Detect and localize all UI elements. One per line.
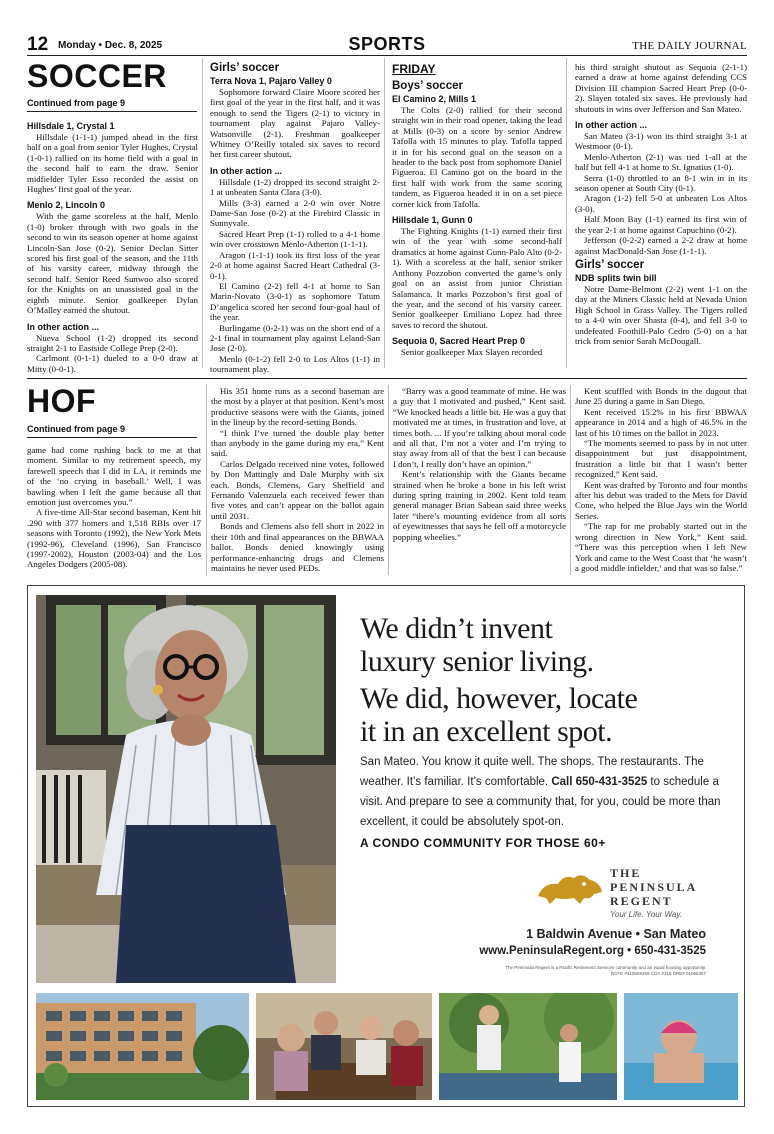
paragraph: Notre Dame-Belmont (2-2) went 1-1 on the day at the Miners Classic held at Nevada Union High School in Grass Valley. The Tigers rolled to a 4-0 win over Shasta (0-4), and fell 3-0 to undefeated Foothill-Palo Cedro (5-0) on a hat trick from senior Sarah McDougall.	[575, 283, 747, 346]
paragraph: Burlingame (0-2-1) was on the short end of a 2-1 final in tournament play against Leland-San Jose (2-0).	[210, 322, 380, 354]
hof-kicker: HOF	[27, 383, 97, 419]
kicker-rule	[27, 111, 197, 112]
section-subhead: Girls’ soccer	[210, 62, 280, 74]
paragraph: Senior goalkeeper Max Slayen recorded	[401, 347, 543, 358]
kicker-rule	[27, 437, 197, 438]
column-divider	[570, 385, 571, 575]
logo-name-2: REGENT	[610, 894, 673, 908]
section-rule	[27, 378, 747, 379]
hof-column-4	[575, 386, 747, 573]
lion-logo-icon	[534, 868, 606, 908]
paragraph: With the game scoreless at the half, Menlo (1-0) broker through with two goals in the second to win its season opener at home against Lincoln-San Jose (0-2). Senior Declan Sitter scored his first goal of the season, and the 11th of his varsity career, midway through the second half. Senior Reed Sunwoo also scored for the Knights on an unassisted goal in the eighth minute. Senior goalkeeper Dylan O’Malley earned the shutout.	[27, 211, 198, 316]
paragraph: Kent scuffled with Bonds in the dugout that June 25 during a game in San Diego.	[575, 386, 747, 407]
ad-website-phone[interactable]: www.PeninsulaRegent.org • 650-431-3525	[479, 945, 706, 957]
paragraph: “Barry was a good teammate of mine. He was a guy that I motivated and pushed,” Kent said. “We knocked heads a little bit. He was a guy that motivated me at times, in frustration and love, at times both. ... If you’re talking about moral code and all that, I’m not a voter and I’m trying to stay away from all of that the best I can because I don’t, I really don’t have an opinion.”	[393, 386, 566, 469]
paragraph: Half Moon Bay (1-1) earned its first win of the year 2-1 at home against Capuchino (0-2).	[575, 214, 747, 235]
soccer-continued: Continued from page 9	[27, 98, 126, 108]
header-rule	[27, 55, 747, 56]
ad-headline-1b: luxury senior living.	[360, 645, 594, 678]
paragraph: Aragon (1-1-1) took its first loss of the year 2-0 at home against Sacred Heart Cathedral (3-0-1).	[210, 249, 380, 281]
paragraph: “I think I’ve turned the double play better than anybody in the game during my era,” Kent said.	[211, 427, 384, 459]
soccer-column-1	[27, 121, 198, 374]
logo-tagline: Your Life. Your Way.	[610, 910, 683, 919]
paragraph: His 351 home runs as a second baseman are the most by a player at that position. Kent’s most productive seasons were with the Giants, joined in the lineup by the record-setting Bonds.	[211, 386, 384, 428]
column-divider	[202, 58, 203, 368]
paragraph: Bonds and Clemens also fell short in 2022 in their 10th and final appearances on the BBWAA ballot. Bonds denied knowingly using performance-enhancing drugs and Clemens maintains he never used PEDs.	[211, 521, 384, 573]
subhead: Menlo 2, Lincoln 0	[27, 200, 106, 211]
paragraph: game had come rushing back to me at that moment. Similar to my retirement speech, my farewell speech that I did in LA, it reminds me of the ‘no crying in baseball.’ Well, I was bawling when I left the game because all that emotion just overcomes you.”	[27, 445, 201, 508]
hof-column-3	[393, 386, 566, 542]
paragraph: Jefferson (0-2-2) earned a 2-2 draw at home against MacDonald-San Jose (1-1-1).	[575, 235, 747, 256]
paragraph: his third straight shutout as Sequoia (2-1-1) earned a draw at home against defending CCS Division III champion Sacred Heart Prep (0-0-2). Slayen totaled six saves. He previously had shutouts in wins over Jefferson and San Mateo.	[575, 62, 747, 114]
ad-photo-building	[36, 993, 249, 1100]
ad-photo-pickleball	[439, 993, 617, 1100]
ad-photo-dining	[256, 993, 432, 1100]
soccer-kicker: SOCCER	[27, 58, 167, 94]
subhead: Sequoia 0, Sacred Heart Prep 0	[392, 336, 526, 347]
soccer-column-2	[210, 62, 380, 375]
paragraph: Aragon (1-2) fell 5-0 at unbeaten Los Altos (3-0).	[575, 193, 747, 214]
paragraph: The Fighting Knights (1-1) earned their first win of the year with some second-half dramatics at home against Gunn-Palo Alto (0-2-1). With a scoreless at the half, senior striker Anthony Pozzobon converted the game’s only goal on an assist from junior Christian Salamanca. It marks Pozzobon’s first goal of the year, and the second of his varsity career. Senior goalkeeper Emiliano Lopez had three saves to record the shutout.	[392, 226, 562, 330]
ad-tagline: A CONDO COMMUNITY FOR THOSE 60+	[360, 836, 606, 850]
ad-hero-photo	[36, 595, 336, 983]
paragraph: Carlos Delgado received nine votes, followed by Don Mattingly and Dale Murphy with six each. Bonds, Clemens, Gary Sheffield and Fernando Valenzuela each received fewer than five votes and can’t appear on the ballot again until 2031.	[211, 458, 384, 521]
ad-phone-cta[interactable]: Call 650-431-3525	[551, 776, 648, 788]
paragraph: Kent was drafted by Toronto and four months after his debut was traded to the Mets for David Cone, who helped the Blue Jays win the World Series.	[575, 479, 747, 521]
subhead: In other action ...	[210, 165, 283, 176]
ad-address: 1 Baldwin Avenue • San Mateo	[526, 927, 706, 941]
hof-column-1	[27, 445, 201, 570]
paragraph: Menlo (0-1-2) fell 2-0 to Los Altos (1-1) in tournament play.	[210, 353, 380, 375]
paragraph: Kent received 15.2% in his first BBWAA appearance in 2014 and a high of 46.5% in the last of his 10 times on the ballot in 2023.	[575, 406, 747, 438]
subhead: Terra Nova 1, Pajaro Valley 0	[210, 76, 332, 86]
paragraph: Hillsdale (1-2) dropped its second straight 2-1 at unbeaten Santa Clara (3-0).	[210, 176, 380, 198]
paragraph: El Camino (2-2) fell 4-1 at home to San Marin-Novato (3-0-1) as sophomore Tatum D’angelica scored her second four-goal haul of the year.	[210, 280, 380, 323]
column-divider	[384, 58, 385, 368]
ad-body-copy	[360, 752, 725, 832]
paragraph: Hillsdale (1-1-1) jumped ahead in the first half on a goal from senior Tyler Hughes, Crystal (1-0-1) rallied on its home field with a goal in the second half to earn the draw. Senior midfielder Tyler Esso recorded the assist on Hughes’ first goal of the year.	[27, 132, 198, 195]
subhead: In other action ...	[27, 321, 100, 332]
section-title: SPORTS	[348, 34, 426, 54]
paragraph: Sophomore forward Claire Moore scored her first goal of the year in the first half, and it was enough to send the Tigers (2-1) to victory in tournament play against Pajaro Valley-Watsonville (2-1). Freshman goalkeeper Whitney O’Reilly totaled six saves to record her first career shutout.	[210, 87, 380, 160]
ad-headline-2a: We did, however, locate	[360, 682, 638, 715]
subhead: In other action ...	[575, 120, 648, 131]
paragraph: Kent’s relationship with the Giants became strained when he broke a bone in his left wrist during spring training in 2002. Kent told team general manager Brian Sabean said three weeks later “there’s mounting evidence from all sorts of eyewitnesses that says he fell off a motorcycle popping wheelies.”	[393, 469, 566, 542]
publication-name: THE DAILY JOURNAL	[632, 40, 747, 52]
column-divider	[206, 385, 207, 575]
paragraph: Menlo-Atherton (2-1) was tied 1-all at the half but fell 4-1 at home to St. Ignatius (1-0).	[575, 151, 747, 173]
section-subhead: Girls’ soccer	[575, 258, 645, 271]
paragraph: “The moments seemed to pass by in not utter disappointment but just disappointment, frustration a little bit that I wasn’t better recognized,” Kent said.	[575, 438, 747, 480]
hof-column-2	[211, 386, 384, 573]
subhead: Hillsdale 1, Gunn 0	[392, 215, 473, 226]
subhead: NDB splits twin bill	[575, 272, 657, 283]
soccer-column-3	[392, 62, 562, 358]
paragraph: Serra (1-0) throttled to an 8-1 win in in its season opener at South City (0-1).	[575, 172, 747, 194]
paragraph: Nueva School (1-2) dropped its second straight 2-1 to Eastside College Prep (2-0).	[27, 332, 198, 353]
column-divider	[388, 385, 389, 575]
page-number: 12	[27, 34, 49, 55]
paragraph: The Colts (2-0) rallied for their second straight win in their road opener, taking the lead at Mills (0-3) on a score by senior Andrew Tafolla with 15 minutes to play. Tafolla tapped it in for his second goal on the season on a header to the back post from sophomore Daniel Figueroa. El Camino got on the board in the first half with work from the same scoring tandem, as Figueroa headed it in on a set piece corner kick from Tafolla.	[392, 105, 562, 209]
issue-date: Monday • Dec. 8, 2025	[58, 40, 163, 51]
paragraph: Sacred Heart Prep (1-1) rolled to a 4-1 home win over crosstown Menlo-Atherton (1-1-1).	[210, 228, 380, 250]
paragraph: “The rap for me probably started out in the wrong direction in New York,” Kent said. “There was this perception when I left New York and came to the West Coast that ‘he wasn’t a good middle infielder,’ and that was so false.”	[575, 521, 747, 573]
ad-body-text: to schedule a visit. And prepare to see a community that, for you, could be more than excellent, it could be absolutely spot-on.	[360, 776, 721, 828]
section-subhead: Boys’ soccer	[392, 80, 463, 92]
ad-photo-pool	[624, 993, 738, 1100]
ad-body-text: San Mateo. You know it quite well. The shops. The restaurants. The weather. It’s familiar. It’s comfortable.	[360, 756, 704, 788]
ad-headline-2b: it in an excellent spot.	[360, 715, 613, 748]
logo-the: THE	[610, 866, 642, 880]
paragraph: A five-time All-Star second baseman, Kent hit .290 with 377 homers and 1,518 RBIs over 17 seasons with Toronto (1992), the New York Mets (1992-96), Cleveland (1996), San Francisco (1997-2002), Houston (2003-04) and the Los Angeles Dodgers (2005-08).	[27, 507, 201, 570]
subhead: El Camino 2, Mills 1	[392, 94, 477, 104]
paragraph: San Mateo (3-1) won its third straight 3-1 at Westmoor (0-1).	[575, 131, 747, 152]
paragraph: Mills (3-3) earned a 2-0 win over Notre Dame-San Jose (0-2) at the Firebird Classic in Sunnyvale.	[210, 197, 380, 229]
soccer-column-4	[575, 62, 747, 346]
day-heading: FRIDAY	[392, 62, 436, 76]
ad-headline-1a: We didn’t invent	[360, 612, 553, 645]
paragraph: Carlmont (0-1-1) dueled to a 0-0 draw at Mitty (0-0-1).	[27, 353, 198, 374]
ad-fine-print: The Peninsula Regent is a Pacific Retirement Services community and an equal housing opportunity. RCFE #410508359 COA #318 DRE# 01066357	[505, 965, 706, 976]
subhead: Hillsdale 1, Crystal 1	[27, 121, 115, 131]
hof-continued: Continued from page 9	[27, 424, 126, 434]
column-divider	[566, 58, 567, 368]
logo-name-1: PENINSULA	[610, 880, 698, 894]
